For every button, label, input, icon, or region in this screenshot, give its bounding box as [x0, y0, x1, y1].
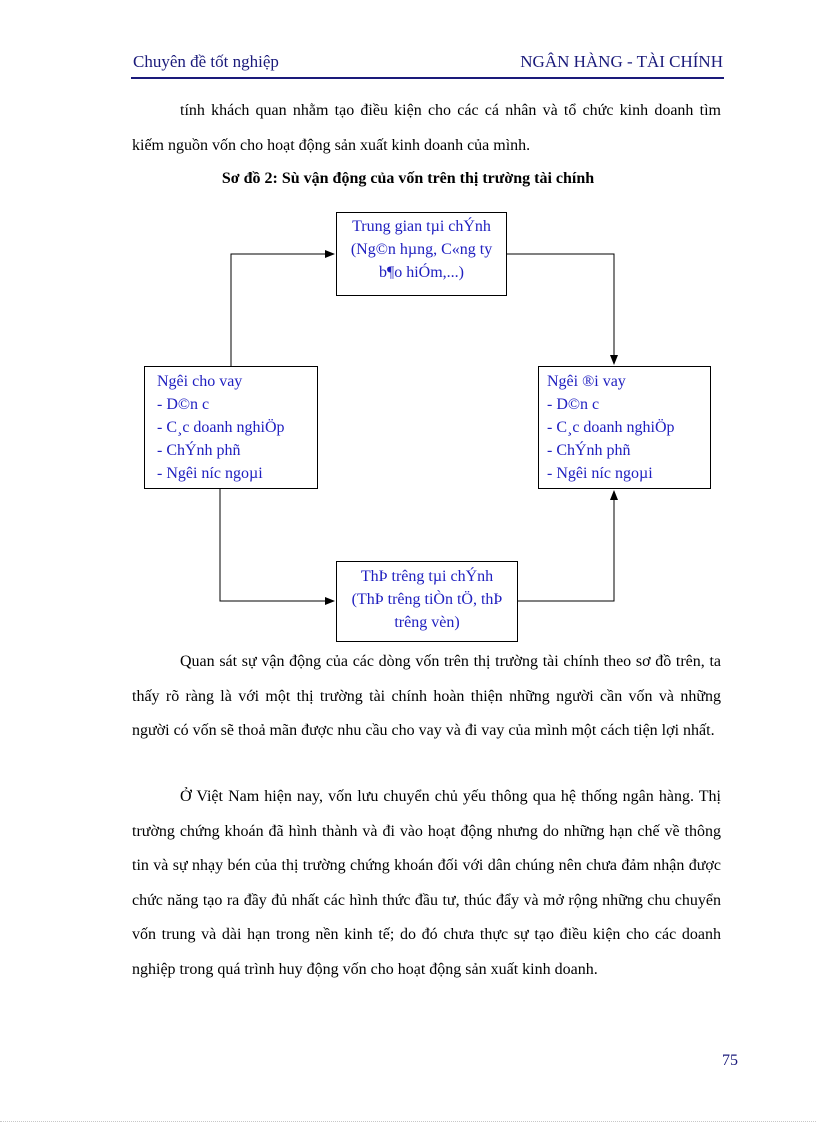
arrow-lenders-to-intermediary [231, 254, 334, 366]
header-right-title: NGÂN HÀNG - TÀI CHÍNH [520, 52, 723, 71]
borrowers-line: - D©n c [547, 396, 600, 413]
lenders-line: - ChÝnh phñ [157, 442, 241, 459]
financial-intermediary-box [336, 212, 507, 296]
paragraph-intro: tính khách quan nhằm tạo điều kiện cho các cá nhân và tổ chức kinh doanh tìm kiếm nguồn vốn cho hoạt động sản xuất kinh doanh của mình. [132, 102, 721, 154]
market-line: (ThÞ trêng tiÒn tÖ, thÞ [351, 591, 503, 608]
paragraph-observation: Quan sát sự vận động của các dòng vốn trên thị trường tài chính theo sơ đồ trên, ta thấy rõ ràng là với một thị trường tài chính hoàn thiện những người cần vốn và những người có vốn sẽ thoả mãn được nhu cầu cho vay và đi vay của mình một cách tiện lợi nhất. [132, 653, 721, 739]
market-line: ThÞ trêng tµi chÝnh [360, 568, 494, 585]
borrowers-box [538, 366, 711, 489]
intermediary-line: Trung gian tµi chÝnh [352, 218, 491, 235]
intermediary-line: (Ng©n hµng, C«ng ty [350, 241, 493, 258]
paragraph-vietnam: Ở Việt Nam hiện nay, vốn lưu chuyển chủ yếu thông qua hệ thống ngân hàng. Thị trường chứng khoán đã hình thành và đi vào hoạt động nhưng do những hạn chế về thông tin và sự nhạy bén của thị trường chứng khoán đối với dân chúng nên chưa đảm nhận được chức năng tạo ra đầy đủ nhất các hình thức đầu tư, thúc đẩy và mở rộng những chu chuyển vốn trung và dài hạn trong nền kinh tế; do đó chưa thực sự tạo điều kiện cho các doanh nghiệp trong quá trình huy động vốn cho hoạt động sản xuất kinh doanh. [132, 788, 721, 978]
lenders-line: - D©n c [157, 396, 210, 413]
borrowers-line: Ngêi ®i vay [547, 373, 626, 390]
intermediary-line: b¶o hiÓm,...) [378, 264, 465, 281]
arrow-market-to-borrowers [518, 491, 614, 601]
lenders-line: - Ngêi níc ngoµi [157, 465, 263, 482]
lenders-line: - C¸c doanh nghiÖp [157, 419, 285, 436]
bottom-dotted-rule [0, 1121, 816, 1122]
arrow-lenders-to-market [220, 489, 334, 601]
arrow-intermediary-to-borrowers [507, 254, 614, 364]
page-number: 75 [722, 1052, 738, 1069]
borrowers-line: - C¸c doanh nghiÖp [547, 419, 675, 436]
header-left-title: Chuyên đề tốt nghiệp [133, 52, 279, 71]
lenders-line: Ngêi cho vay [157, 373, 243, 390]
borrowers-line: - Ngêi níc ngoµi [547, 465, 653, 482]
borrowers-line: - ChÝnh phñ [547, 442, 631, 459]
figure-title: Sơ đồ 2: Sù vận động của vốn trên thị trường tài chính [221, 170, 595, 187]
market-line: trêng vèn) [394, 614, 460, 631]
financial-market-box [336, 561, 518, 642]
lenders-box [144, 366, 318, 489]
